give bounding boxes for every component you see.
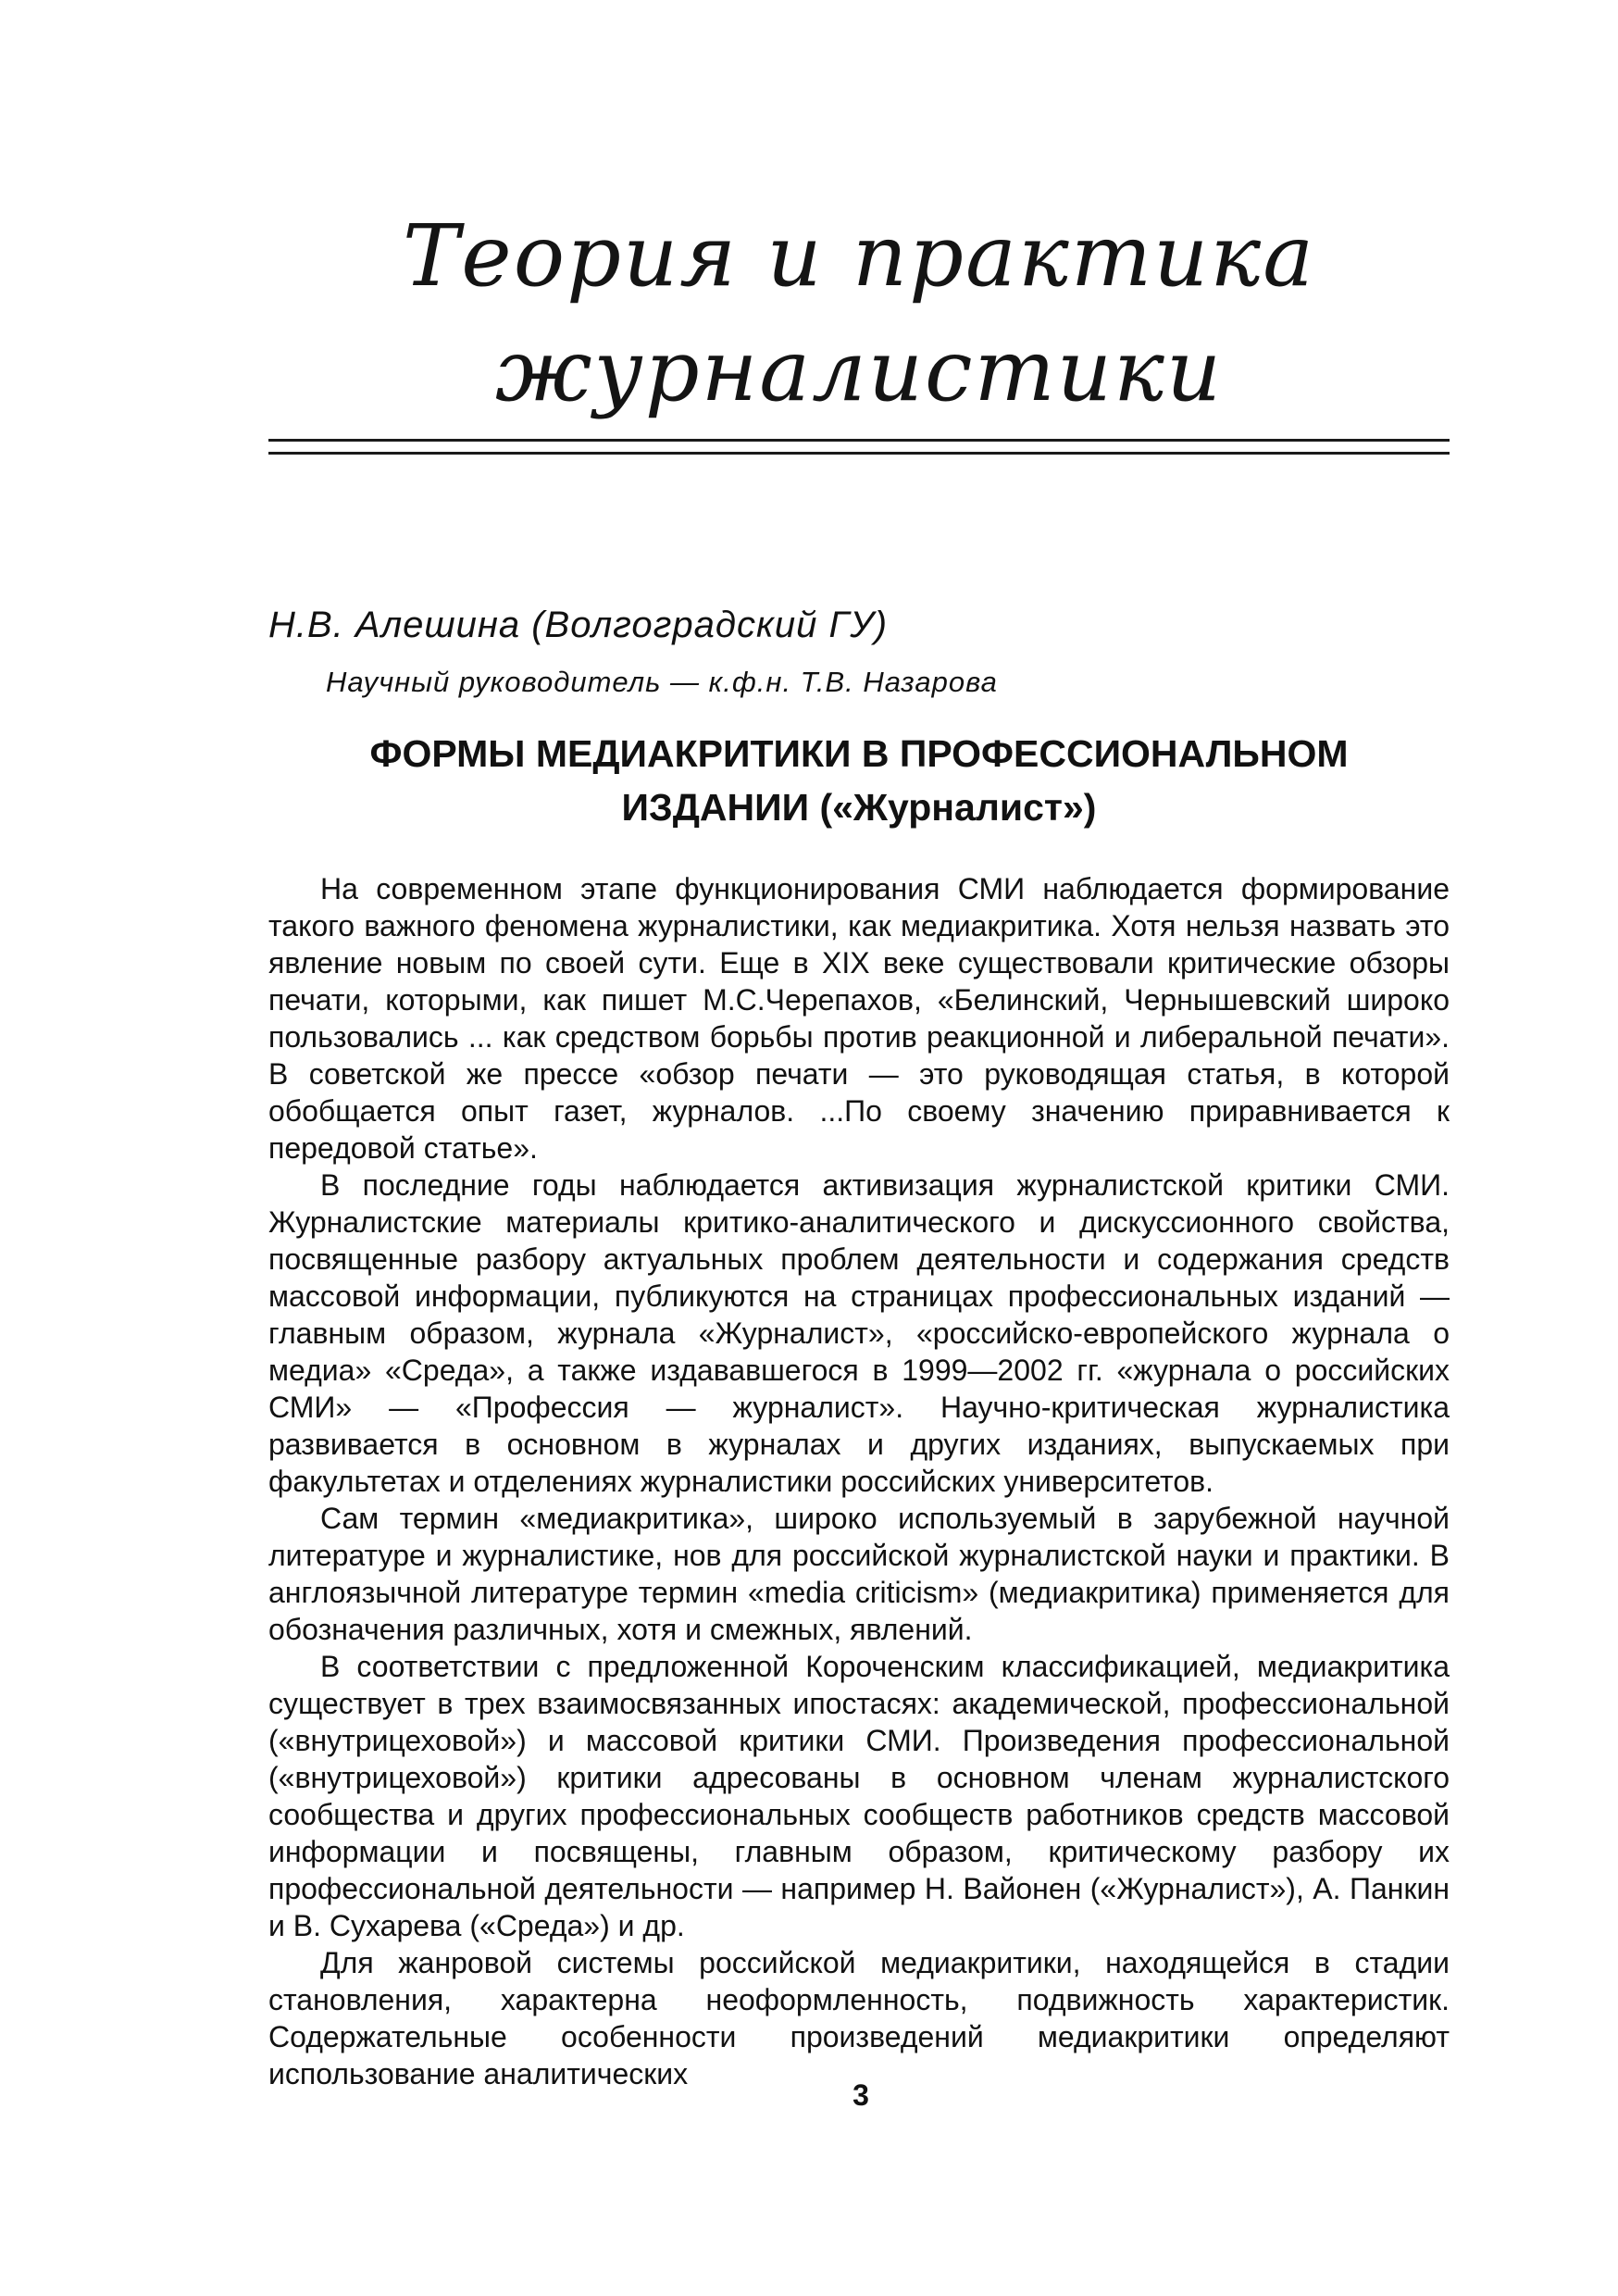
double-rule-bottom: [268, 452, 1450, 455]
body-paragraph-4: В соответствии с предложенной Короченским классификацией, медиакритика существует в трех взаимосвязанных ипостасях: академической, профессиональной («внутрицеховой») и массовой критики СМИ. Произведения профессиональной («внутрицеховой») критики адресованы в основном членам журналистского сообщества и других профессиональных сообществ работников средств массовой информации и посвящены, главным образом, критическому разбору их профессиональной деятельности — например Н. Вайонен («Журналист»), А. Панкин и В. Сухарева («Среда») и др.: [268, 1650, 1450, 1942]
body-paragraph-2: В последние годы наблюдается активизация журналистской критики СМИ. Журналистские материалы критико-аналитического и дискуссионного свойства, посвященные разбору актуальных проблем деятельности и содержания средств массовой информации, публикуются на страницах профессиональных изданий — главным образом, журнала «Журналист», «российско-европейского журнала о медиа» «Среда», а также издававшегося в 1999—2002 гг. «журнала о российских СМИ» — «Профессия — журналист». Научно-критическая журналистика развивается в основном в журналах и других изданиях, выпускаемых при факультетах и отделениях журналистики российских университетов.: [268, 1168, 1450, 1498]
article-supervisor: Научный руководитель — к.ф.н. Т.В. Назарова: [326, 666, 998, 698]
body-paragraph-3: Сам термин «медиакритика», широко используемый в зарубежной научной литературе и журналистике, нов для российской журналистской науки и практики. В англоязычной литературе термин «media criticism» (медиакритика) применяется для обозначения различных, хотя и смежных, явлений.: [268, 1502, 1450, 1646]
article-title-line-1: ФОРМЫ МЕДИАКРИТИКИ В ПРОФЕССИОНАЛЬНОМ: [369, 732, 1349, 775]
double-rule-top: [268, 439, 1450, 442]
article-author: Н.В. Алешина (Волгоградский ГУ): [268, 605, 889, 645]
article-title: [268, 727, 1450, 834]
page-number: 3: [853, 2078, 869, 2112]
article-title-line-2: ИЗДАНИИ («Журналист»): [621, 786, 1097, 829]
body-paragraph-5: Для жанровой системы российской медиакритики, находящейся в стадии становления, характерна неоформленность, подвижность характеристик. Содержательные особенности произведений медиакритики определяют использование аналитических: [268, 1946, 1450, 2090]
section-title-line-2: журналистики: [494, 321, 1224, 420]
section-title: [268, 199, 1450, 429]
section-title-line-1: Теория и практика: [402, 206, 1316, 306]
body-paragraph-1: На современном этапе функционирования СМИ наблюдается формирование такого важного феномена журналистики, как медиакритика. Хотя нельзя назвать это явление новым по своей сути. Еще в XIX веке существовали критические обзоры печати, которыми, как пишет М.С.Черепахов, «Белинский, Чернышевский широко пользовались ... как средством борьбы против реакционной и либеральной печати». В советской же прессе «обзор печати — это руководящая статья, в которой обобщается опыт газет, журналов. ...По своему значению приравнивается к передовой статье».: [268, 872, 1450, 1165]
article-body: [268, 870, 1450, 2092]
